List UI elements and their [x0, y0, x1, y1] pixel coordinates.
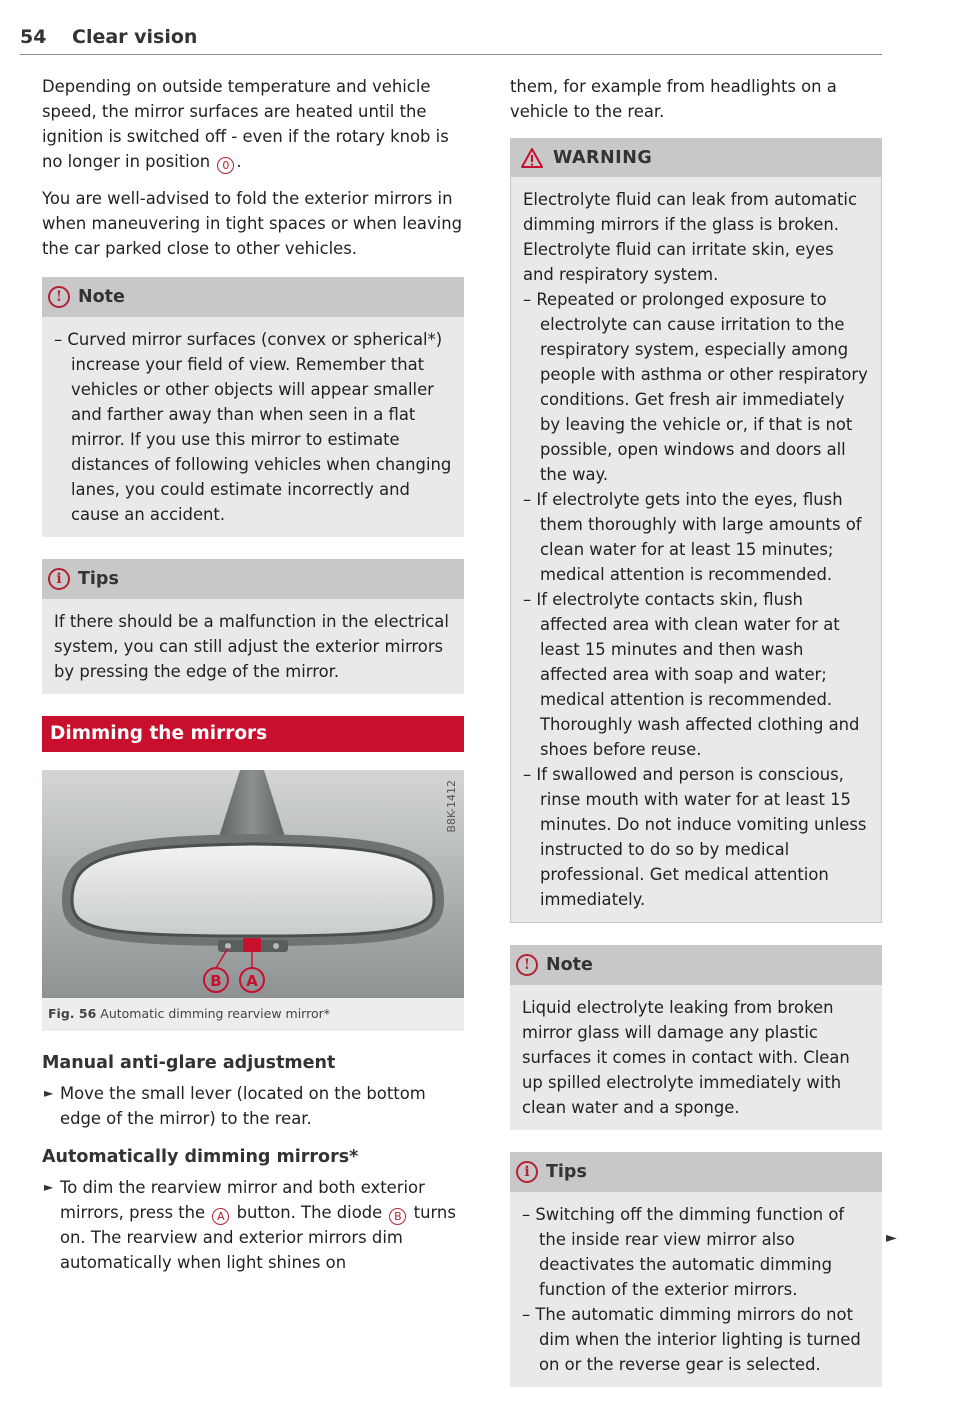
chapter-title: Clear vision [72, 26, 198, 48]
warning-item: – If electrolyte contacts skin, flush affected area with clean water for at least 15 minutes and then wash affected area with soap and water; medical attention is recommended. Thoroughly wash affected clothing and shoes before reuse. [523, 587, 869, 762]
warning-triangle-icon [521, 148, 543, 168]
continue-arrow-icon: ► [886, 1230, 897, 1246]
paragraph-heating: Depending on outside temperature and vehicle speed, the mirror surfaces are heated until the ignition is switched off - even if the rotary knob is no longer in position 0 . [42, 77, 449, 172]
note-title: Note [78, 287, 125, 307]
tips-text: If there should be a malfunction in the electrical system, you can still adjust the exterior mirrors by pressing the edge of the mirror. [54, 612, 449, 681]
tips-box [42, 559, 464, 694]
paragraph-continued: them, for example from headlights on a vehicle to the rear. [510, 77, 837, 121]
auto-heading: Automatically dimming mirrors* [42, 1147, 359, 1167]
arrow-right-icon: ► [44, 1180, 54, 1194]
position-zero-symbol: 0 [217, 157, 234, 174]
figure-code: B8K-1412 [445, 780, 458, 833]
tips-header-right [510, 1152, 882, 1192]
note-header [42, 277, 464, 317]
exclamation-icon: ! [516, 954, 538, 976]
warning-box [510, 138, 882, 923]
warning-intro: Electrolyte fluid can leak from automatic dimming mirrors if the glass is broken. Electrolyte fluid can irritate skin, eyes and respiratory system. [523, 190, 857, 284]
note-title-right: Note [546, 955, 593, 975]
warning-title: WARNING [553, 148, 653, 168]
section-title: Dimming the mirrors [42, 716, 464, 752]
warning-item: – If electrolyte gets into the eyes, flush them thoroughly with large amounts of clean water for at least 15 minutes; medical attention is recommended. [523, 487, 869, 587]
info-icon: i [516, 1161, 538, 1183]
page-header [20, 24, 882, 55]
exclamation-icon: ! [48, 286, 70, 308]
page-number: 54 [20, 26, 47, 48]
note-box-right [510, 945, 882, 1130]
paragraph-fold-mirrors: You are well-advised to fold the exterior mirrors in when maneuvering in tight spaces or when leaving the car parked close to other vehicles. [42, 189, 463, 258]
tips-header [42, 559, 464, 599]
tips-item: – The automatic dimming mirrors do not dim when the interior lighting is turned on or the reverse gear is selected. [522, 1302, 870, 1377]
info-icon: i [48, 568, 70, 590]
rearview-mirror-image [42, 770, 464, 998]
tips-title: Tips [78, 569, 119, 589]
arrow-right-icon: ► [44, 1086, 54, 1100]
note-item: – Curved mirror surfaces (convex or spherical*) increase your field of view. Remember that vehicles or other objects will appear smaller and farther away than when seen in a flat mirror. If you use this mirror to estimate distances of following vehicles when changing lanes, you could estimate incorrectly and cause an accident. [54, 327, 452, 527]
warning-item: – If swallowed and person is conscious, rinse mouth with water for at least 15 minutes. Do not induce vomiting unless instructed to do so by medical professional. Get medical attention immediately. [523, 762, 869, 912]
button-a-symbol: A [212, 1208, 229, 1225]
tips-title-right: Tips [546, 1162, 587, 1182]
tips-item: – Switching off the dimming function of the inside rear view mirror also deactivates the automatic dimming function of the exterior mirrors. [522, 1202, 870, 1302]
label-b: B [210, 972, 222, 990]
diode-b-symbol: B [389, 1208, 406, 1225]
figure-caption: Fig. 56 Automatic dimming rearview mirror* [48, 1006, 331, 1021]
left-column [42, 74, 464, 1285]
figure [42, 770, 464, 1031]
auto-step: ► To dim the rearview mirror and both exterior mirrors, press the A button. The diode B turns on. The rearview and exterior mirrors dim automatically when light shines on [42, 1175, 464, 1275]
note-text-right: Liquid electrolyte leaking from broken mirror glass will damage any plastic surfaces it comes in contact with. Clean up spilled electrolyte immediately with clean water and a sponge. [522, 998, 850, 1117]
note-box [42, 277, 464, 537]
warning-item: – Repeated or prolonged exposure to electrolyte can cause irritation to the respiratory system, especially among people with asthma or other respiratory conditions. Get fresh air immediately by leaving the vehicle or, if that is not possible, open windows and doors all the way. [523, 287, 869, 487]
note-header-right [510, 945, 882, 985]
manual-step: ► Move the small lever (located on the bottom edge of the mirror) to the rear. [42, 1081, 464, 1131]
warning-header [511, 139, 881, 177]
manual-heading: Manual anti-glare adjustment [42, 1053, 336, 1073]
tips-box-right [510, 1152, 882, 1387]
label-a: A [246, 972, 258, 990]
right-column [510, 74, 882, 1409]
mirror-illustration [42, 770, 464, 998]
